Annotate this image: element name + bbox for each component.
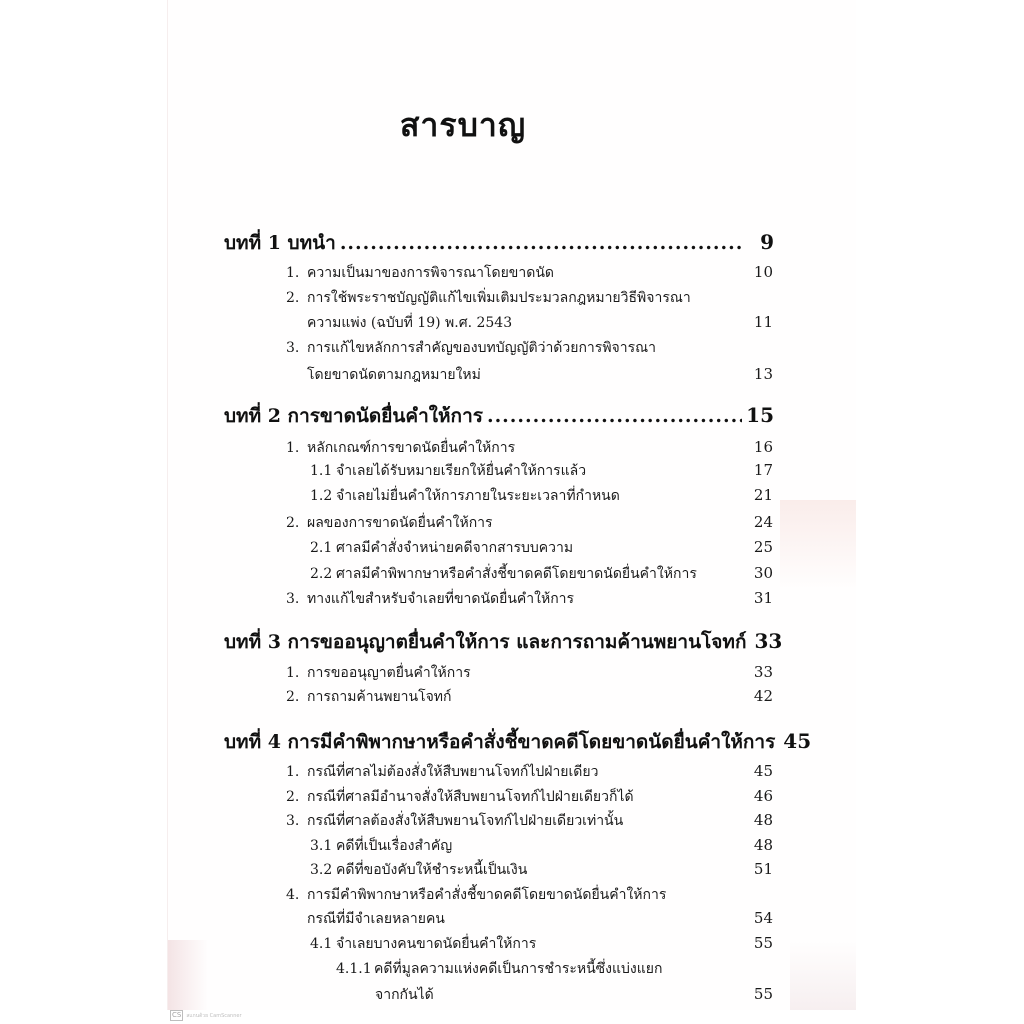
item-number: 2. — [286, 515, 300, 531]
item-number: 3.2 — [310, 862, 333, 878]
item-text: ผลของการขาดนัดยื่นคำให้การ — [307, 515, 493, 531]
item-text: คดีที่เป็นเรื่องสำคัญ — [336, 838, 453, 854]
toc-item-continuation — [286, 908, 773, 930]
watermark-label: สแกนด้วย CamScanner — [186, 1012, 242, 1019]
item-text: กรณีที่ศาลต้องสั่งให้สืบพยานโจทก์ไปฝ่ายเดียวเท่านั้น — [307, 813, 624, 829]
item-page-number: 45 — [753, 762, 773, 780]
item-text: การขออนุญาตยื่นคำให้การ — [307, 665, 471, 681]
item-page-number: 24 — [753, 513, 773, 531]
toc-subsubitem — [336, 958, 773, 980]
item-text: คดีที่ขอบังคับให้ชำระหนี้เป็นเงิน — [336, 862, 528, 878]
chapter-title: บทที่ 2 การขาดนัดยื่นคำให้การ — [224, 405, 483, 427]
item-page-number: 10 — [753, 263, 773, 281]
toc-subitem — [310, 460, 773, 482]
toc-subitem — [310, 859, 773, 881]
toc-item — [286, 588, 773, 610]
toc-item — [286, 287, 773, 309]
toc-item — [286, 437, 773, 459]
item-page-number: 13 — [753, 365, 773, 383]
item-text: โดยขาดนัดตามกฎหมายใหม่ — [307, 367, 481, 383]
item-page-number: 31 — [753, 589, 773, 607]
item-number: 3. — [286, 813, 300, 829]
item-page-number: 42 — [753, 687, 773, 705]
item-text: ความเป็นมาของการพิจารณาโดยขาดนัด — [307, 265, 554, 281]
toc-subitem — [310, 835, 773, 857]
toc-item — [286, 810, 773, 832]
item-page-number: 46 — [753, 787, 773, 805]
toc-item — [286, 786, 773, 808]
toc-subitem — [310, 933, 773, 955]
scanner-watermark — [170, 1010, 242, 1021]
item-number: 2. — [286, 290, 300, 306]
item-text: การมีคำพิพากษาหรือคำสั่งชี้ขาดคดีโดยขาดนัดยื่นคำให้การ — [307, 887, 667, 903]
item-page-number: 51 — [753, 860, 773, 878]
paper-tint — [790, 940, 856, 1010]
chapter-title: บทที่ 3 การขออนุญาตยื่นคำให้การ และการถามค้านพยานโจทก์ — [224, 631, 747, 653]
item-text: กรณีที่ศาลไม่ต้องสั่งให้สืบพยานโจทก์ไปฝ่ายเดียว — [307, 764, 599, 780]
toc-item-continuation — [286, 364, 773, 386]
item-text: กรณีที่ศาลมีอำนาจสั่งให้สืบพยานโจทก์ไปฝ่ายเดียวก็ได้ — [307, 789, 634, 805]
chapter-page-number: 9 — [760, 230, 774, 254]
item-number: 3. — [286, 340, 300, 356]
toc-chapter-4 — [224, 727, 812, 757]
item-page-number: 48 — [753, 811, 773, 829]
camscanner-logo-icon: CS — [172, 1011, 182, 1019]
item-number: 1. — [286, 440, 300, 456]
item-number: 1.1 — [310, 463, 333, 479]
item-page-number: 25 — [753, 538, 773, 556]
item-page-number: 17 — [753, 461, 773, 479]
item-text: การถามค้านพยานโจทก์ — [307, 689, 452, 705]
item-number: 3. — [286, 591, 300, 607]
item-number: 1. — [286, 764, 300, 780]
item-number: 1. — [286, 265, 300, 281]
toc-chapter-2 — [224, 401, 774, 431]
item-text: ความแพ่ง (ฉบับที่ 19) พ.ศ. 2543 — [307, 315, 513, 331]
item-number: 1. — [286, 665, 300, 681]
item-page-number: 55 — [753, 985, 773, 1003]
toc-subitem — [310, 563, 773, 585]
toc-item — [286, 884, 773, 906]
toc-item-continuation — [286, 312, 773, 334]
dot-leader — [487, 405, 742, 427]
chapter-title: บทที่ 4 การมีคำพิพากษาหรือคำสั่งชี้ขาดคดีโดยขาดนัดยื่นคำให้การ — [224, 731, 776, 753]
item-page-number: 33 — [753, 663, 773, 681]
item-text: คดีที่มูลความแห่งคดีเป็นการชำระหนี้ซึ่งแบ่งแยก — [374, 961, 663, 977]
item-page-number: 11 — [753, 313, 773, 331]
toc-item — [286, 337, 773, 359]
item-text: ศาลมีคำพิพากษาหรือคำสั่งชี้ขาดคดีโดยขาดนัดยื่นคำให้การ — [336, 566, 697, 582]
item-page-number: 16 — [753, 438, 773, 456]
toc-item — [286, 662, 773, 684]
item-page-number: 54 — [753, 909, 773, 927]
item-text: จำเลยได้รับหมายเรียกให้ยื่นคำให้การแล้ว — [336, 463, 587, 479]
item-number: 1.2 — [310, 488, 333, 504]
chapter-page-number: 33 — [754, 629, 783, 653]
toc-item — [286, 686, 773, 708]
toc-subitem — [310, 537, 773, 559]
toc-item-continuation — [375, 984, 773, 1006]
item-text: จากกันได้ — [375, 987, 434, 1003]
toc-chapter-1 — [224, 228, 774, 258]
item-number: 2. — [286, 689, 300, 705]
toc-item — [286, 512, 773, 534]
item-text: จำเลยบางคนขาดนัดยื่นคำให้การ — [336, 936, 537, 952]
item-text: ทางแก้ไขสำหรับจำเลยที่ขาดนัดยื่นคำให้การ — [307, 591, 575, 607]
chapter-title: บทที่ 1 บทนำ — [224, 232, 336, 254]
item-number: 2.1 — [310, 540, 333, 556]
item-page-number: 30 — [753, 564, 773, 582]
toc-chapter-3 — [224, 627, 783, 657]
toc-subitem — [310, 485, 773, 507]
item-text: จำเลยไม่ยื่นคำให้การภายในระยะเวลาที่กำหนด — [336, 488, 620, 504]
toc-item — [286, 262, 773, 284]
item-number: 4.1.1 — [336, 961, 372, 977]
paper-tint — [168, 940, 208, 1010]
item-text: ศาลมีคำสั่งจำหน่ายคดีจากสารบบความ — [336, 540, 574, 556]
item-text: กรณีที่มีจำเลยหลายคน — [307, 911, 445, 927]
item-page-number: 55 — [753, 934, 773, 952]
item-text: การแก้ไขหลักการสำคัญของบทบัญญัติว่าด้วยการพิจารณา — [307, 340, 656, 356]
item-number: 2. — [286, 789, 300, 805]
page-title: สารบาญ — [399, 106, 527, 144]
item-page-number: 21 — [753, 486, 773, 504]
item-number: 4. — [286, 887, 300, 903]
item-number: 2.2 — [310, 566, 333, 582]
item-text: การใช้พระราชบัญญัติแก้ไขเพิ่มเติมประมวลกฎหมายวิธีพิจารณา — [307, 290, 691, 306]
chapter-page-number: 45 — [783, 729, 812, 753]
chapter-page-number: 15 — [746, 403, 774, 427]
item-text: หลักเกณฑ์การขาดนัดยื่นคำให้การ — [307, 440, 516, 456]
item-page-number: 48 — [753, 836, 773, 854]
toc-item — [286, 761, 773, 783]
dot-leader — [340, 232, 744, 254]
item-number: 4.1 — [310, 936, 333, 952]
item-number: 3.1 — [310, 838, 333, 854]
paper-tint — [780, 500, 856, 590]
